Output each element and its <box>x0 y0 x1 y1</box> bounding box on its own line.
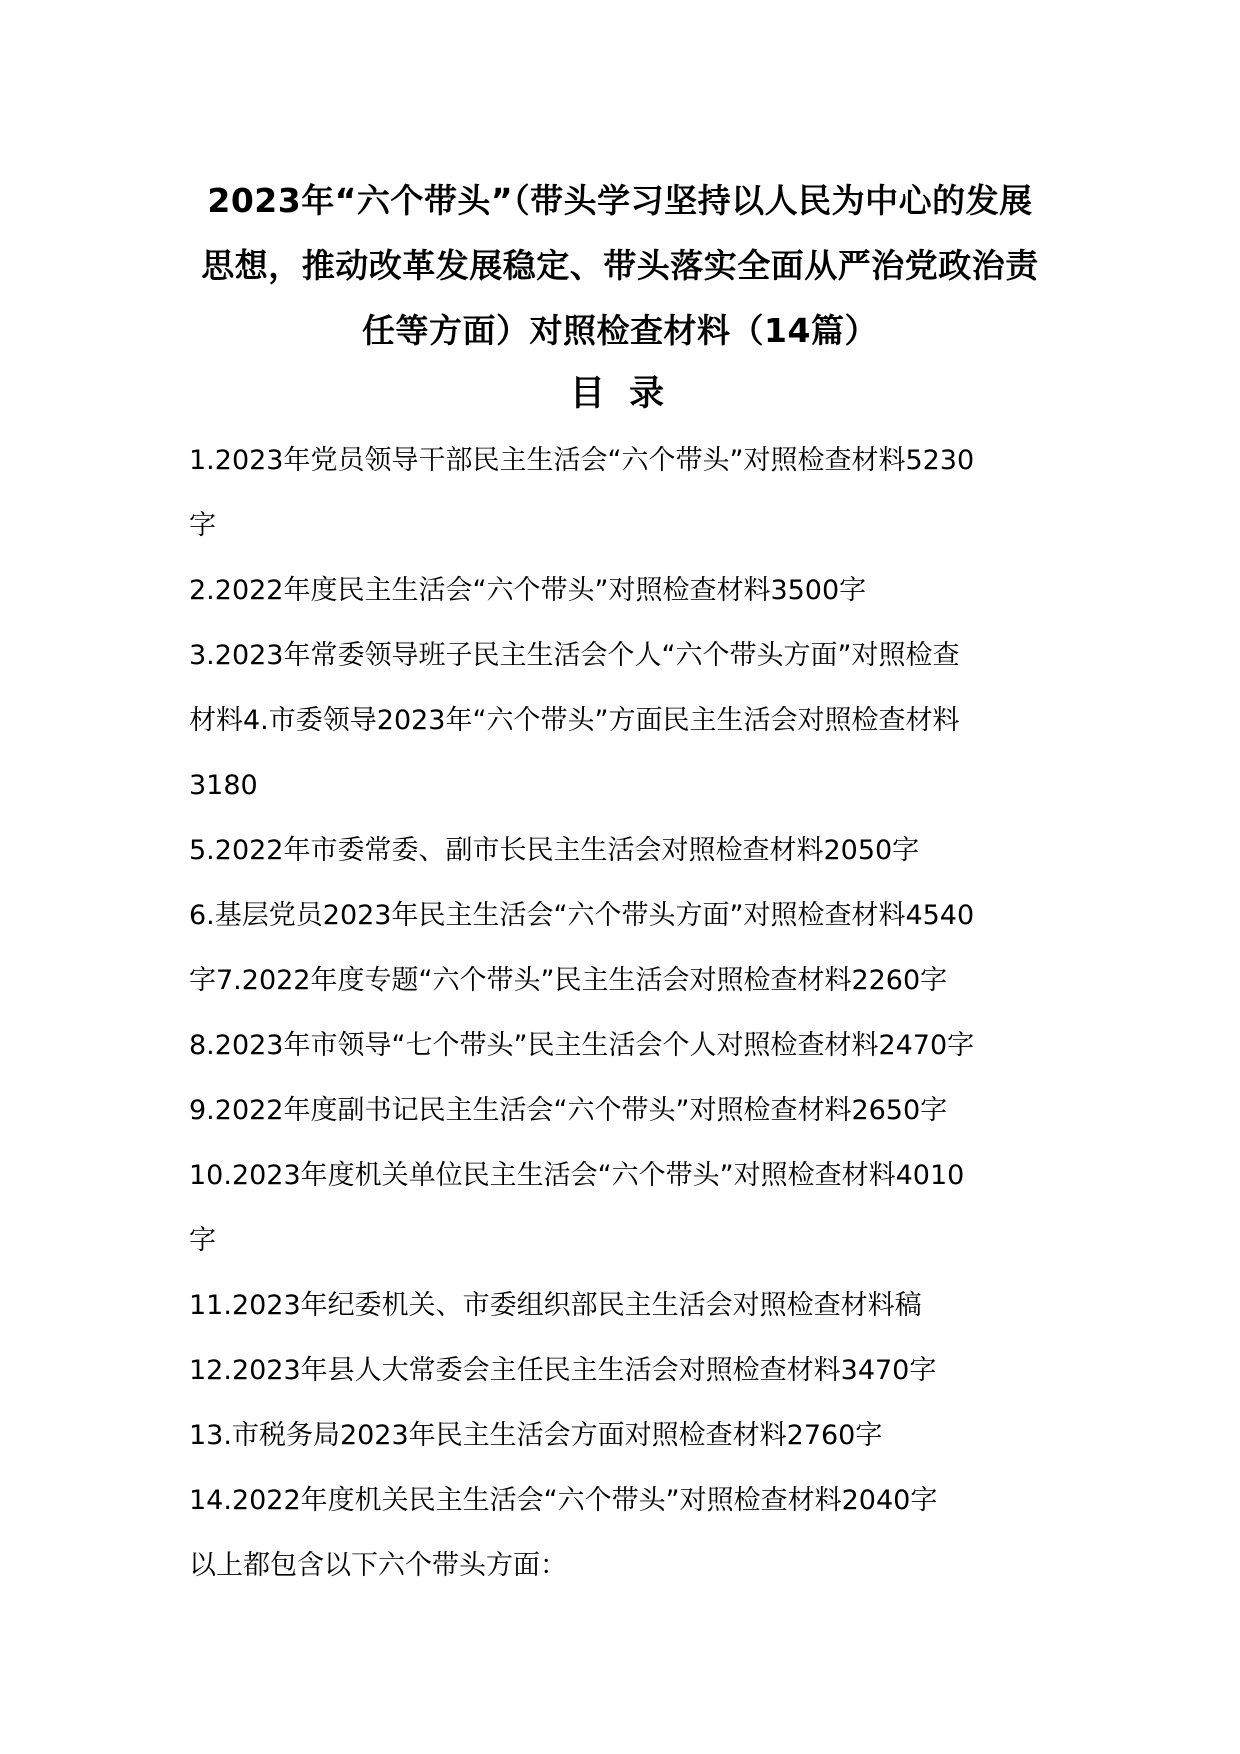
toc-line: 字 <box>189 510 216 541</box>
title-line: 2023年“六个带头”（带头学习坚持以人民为中心的发展 <box>207 181 1033 220</box>
toc-line: 1.2023年党员领导干部民主生活会“六个带头”对照检查材料5230 <box>189 445 975 476</box>
title-line: 思想，推动改革发展稳定、带头落实全面从严治党政治责 <box>201 246 1039 285</box>
toc-line: 5.2022年市委常委、副市长民主生活会对照检查材料2050字 <box>189 835 920 866</box>
toc-heading: 目 录 <box>569 374 671 414</box>
toc-line: 14.2022年度机关民主生活会“六个带头”对照检查材料2040字 <box>189 1485 938 1516</box>
title-line: 任等方面）对照检查材料（14篇） <box>362 311 878 350</box>
toc-line: 3.2023年常委领导班子民主生活会个人“六个带头方面”对照检查 <box>189 640 960 671</box>
toc-line: 11.2023年纪委机关、市委组织部民主生活会对照检查材料稿 <box>189 1290 922 1321</box>
toc-line: 12.2023年县人大常委会主任民主生活会对照检查材料3470字 <box>189 1355 937 1386</box>
toc-line: 8.2023年市领导“七个带头”民主生活会个人对照检查材料2470字 <box>189 1030 975 1061</box>
table-of-contents <box>189 428 1069 1598</box>
document-title <box>190 168 1050 363</box>
toc-line: 9.2022年度副书记民主生活会“六个带头”对照检查材料2650字 <box>189 1095 948 1126</box>
toc-line: 字7.2022年度专题“六个带头”民主生活会对照检查材料2260字 <box>189 965 948 996</box>
toc-line: 材料4.市委领导2023年“六个带头”方面民主生活会对照检查材料 <box>189 705 960 736</box>
toc-line: 13.市税务局2023年民主生活会方面对照检查材料2760字 <box>189 1420 883 1451</box>
toc-line: 字 <box>189 1225 216 1256</box>
toc-line: 6.基层党员2023年民主生活会“六个带头方面”对照检查材料4540 <box>189 900 975 931</box>
toc-line: 2.2022年度民主生活会“六个带头”对照检查材料3500字 <box>189 575 867 606</box>
toc-line: 以上都包含以下六个带头方面： <box>189 1550 567 1581</box>
toc-line: 10.2023年度机关单位民主生活会“六个带头”对照检查材料4010 <box>189 1160 965 1191</box>
toc-line: 3180 <box>189 770 258 801</box>
